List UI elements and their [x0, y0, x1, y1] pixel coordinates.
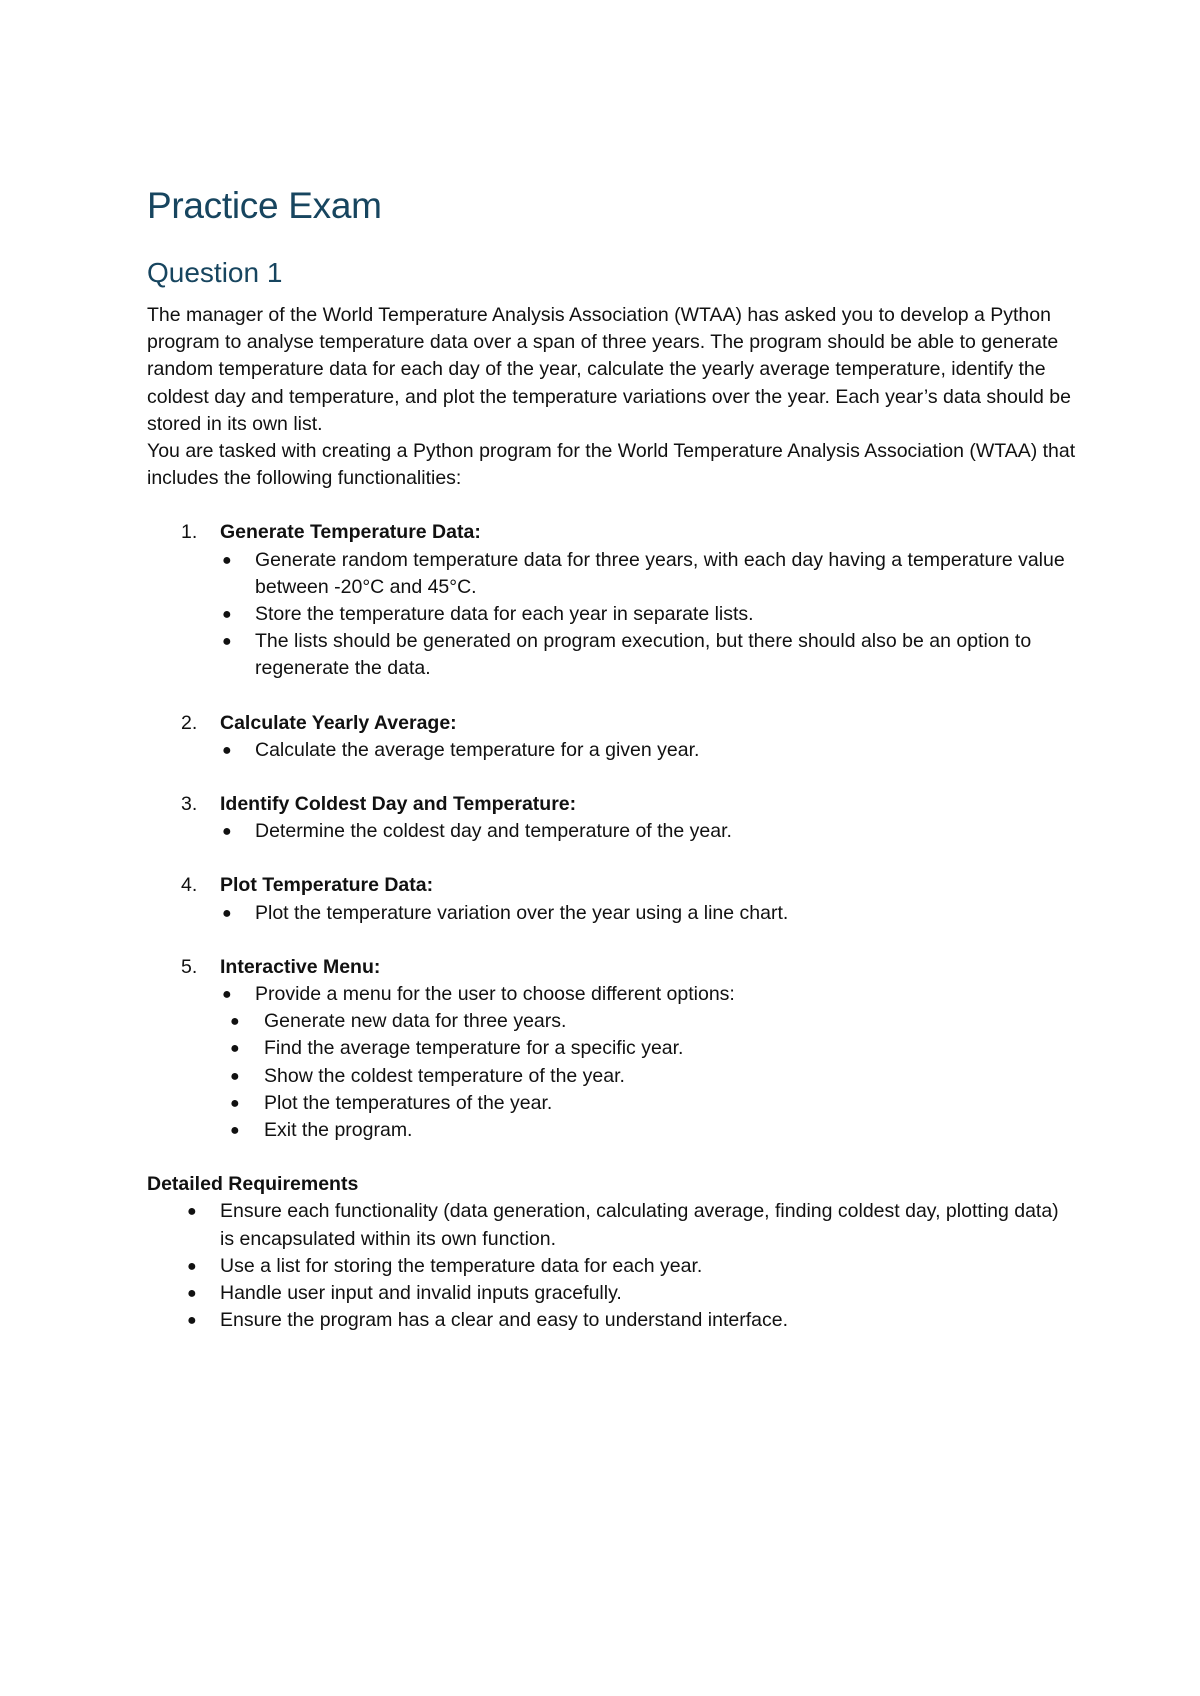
bullet-icon: ● [222, 741, 232, 759]
bullet-icon: ● [222, 823, 232, 841]
bullet-icon: ● [222, 986, 232, 1004]
requirements-heading: Detailed Requirements [147, 1173, 359, 1196]
item-heading: Identify Coldest Day and Temperature: [220, 793, 577, 816]
bullet-list [220, 547, 1077, 683]
bullet-icon: ● [187, 1203, 197, 1221]
bullet-list [220, 900, 1077, 927]
list-item: ● Determine the coldest day and temperature of the year. [220, 818, 1077, 845]
item-number: 1. [181, 521, 198, 544]
functionality-item [147, 872, 1077, 926]
requirements-list [147, 1198, 1077, 1334]
functionality-item [147, 791, 1077, 845]
list-item: ● Generate new data for three years. [220, 1008, 1077, 1035]
document-title: Practice Exam [147, 185, 382, 226]
list-item: ● Plot the temperatures of the year. [220, 1090, 1077, 1117]
bullet-icon: ● [222, 633, 232, 651]
question-heading: Question 1 [147, 257, 283, 288]
intro-paragraph: You are tasked with creating a Python program for the World Temperature Analysis Association (WTAA) that includes the following functionalities: [147, 440, 1076, 490]
functionality-list [147, 519, 1077, 1144]
item-number: 3. [181, 793, 198, 816]
bullet-icon: ● [222, 606, 232, 624]
bullet-icon: ● [230, 1067, 240, 1085]
bullet-icon: ● [187, 1285, 197, 1303]
item-heading: Interactive Menu: [220, 955, 381, 978]
bullet-list [220, 737, 1077, 764]
list-item: ● Use a list for storing the temperature data for each year. [147, 1253, 1077, 1280]
list-item: ● Find the average temperature for a specific year. [220, 1035, 1077, 1062]
bullet-list [220, 818, 1077, 845]
bullet-list [220, 981, 1077, 1008]
bullet-icon: ● [222, 551, 232, 569]
list-item: ● Ensure the program has a clear and easy to understand interface. [147, 1307, 1077, 1334]
nested-bullet-list [220, 1008, 1077, 1144]
list-item: ● Handle user input and invalid inputs gracefully. [147, 1280, 1077, 1307]
bullet-icon: ● [230, 1013, 240, 1031]
document-page [147, 180, 1077, 1335]
bullet-icon: ● [230, 1122, 240, 1140]
bullet-icon: ● [230, 1040, 240, 1058]
bullet-icon: ● [230, 1094, 240, 1112]
item-heading: Generate Temperature Data: [220, 521, 481, 544]
list-item: ● Exit the program. [220, 1117, 1077, 1144]
list-item: ● Plot the temperature variation over the year using a line chart. [220, 900, 1077, 927]
intro-paragraph: The manager of the World Temperature Analysis Association (WTAA) has asked you to develop a Python program to analyse temperature data over a span of three years. The program should be able to generate random temperature data for each day of the year, calculate the yearly average temperature, identify the coldest day and temperature, and plot the temperature variations over the year. Each year’s data should be stored in its own list. [147, 304, 1071, 435]
bullet-icon: ● [187, 1312, 197, 1330]
list-item: ● Provide a menu for the user to choose different options: [220, 981, 1077, 1008]
item-heading: Plot Temperature Data: [220, 874, 434, 897]
list-item: ● Show the coldest temperature of the year. [220, 1063, 1077, 1090]
item-heading: Calculate Yearly Average: [220, 711, 457, 734]
item-number: 5. [181, 955, 198, 978]
list-item: ● Ensure each functionality (data generation, calculating average, finding coldest day, plotting data) is encapsulated within its own function. [187, 1200, 1059, 1250]
functionality-item [147, 710, 1077, 764]
functionality-item [147, 954, 1077, 1144]
list-item: ● Store the temperature data for each year in separate lists. [220, 601, 1077, 628]
item-number: 2. [181, 711, 198, 734]
list-item: ● Generate random temperature data for three years, with each day having a temperature value between -20°C and 45°C. [222, 548, 1065, 598]
list-item: ● Calculate the average temperature for a given year. [220, 737, 1077, 764]
bullet-icon: ● [187, 1257, 197, 1275]
item-number: 4. [181, 874, 198, 897]
functionality-item [147, 519, 1077, 682]
bullet-icon: ● [222, 904, 232, 922]
list-item: ● The lists should be generated on program execution, but there should also be an option to regenerate the data. [222, 630, 1032, 680]
